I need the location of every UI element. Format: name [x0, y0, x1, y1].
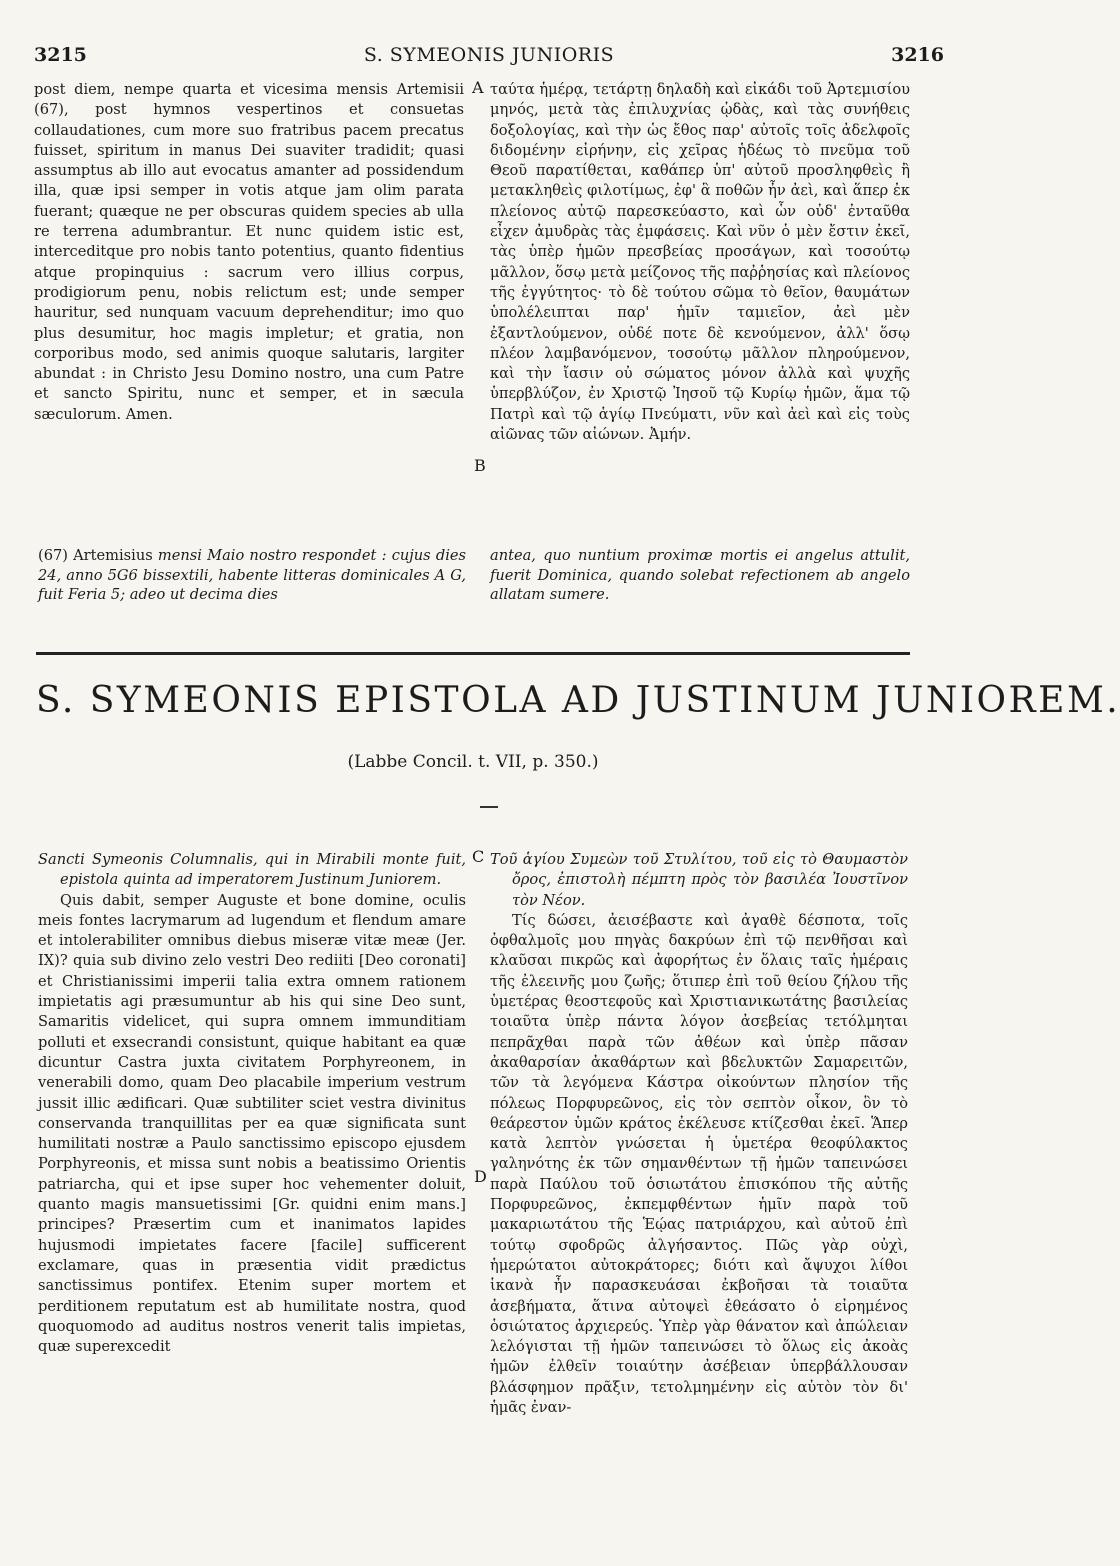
greek-column-top	[490, 80, 910, 445]
footnote-right	[490, 546, 910, 605]
footnote-left	[38, 546, 466, 605]
latin-column-bottom	[38, 850, 466, 1357]
margin-mark-c: C	[472, 847, 485, 866]
section-subtitle: (Labbe Concil. t. VII, p. 350.)	[347, 752, 599, 772]
greek-column-bottom	[490, 850, 908, 1418]
page-number-left: 3215	[34, 44, 87, 66]
footnote-right-text: antea, quo nuntium proximæ mortis ei angelus attulit, fuerit Dominica, quando solebat refectionem ab angelo allatam sumere.	[490, 547, 910, 603]
footnote-label: (67) Artemisius	[38, 547, 153, 564]
section-divider	[36, 652, 910, 655]
page-number-right: 3216	[891, 44, 944, 66]
greek-paragraph-top: ταύτα ἡμέρᾳ, τετάρτῃ δηλαδὴ καὶ εἰκάδι τοῦ Ἀρτεμισίου μηνός, μετὰ τὰς ἐπιλυχνίας ᾠδὰς, καὶ τὰς συνήθεις δοξολογίας, καὶ τὴν ὡς ἔθος παρ' αὐτοῖς τοῖς ἀδελφοῖς διδομένην εἰρήνην, εἰς χεῖρας ἡδέως τὸ πνεῦμα τοῦ Θεοῦ παρατίθεται, καθάπερ ὑπ' αὐτοῦ προσληφθεὶς ἢ μετακληθεὶς φιλοτίμως, ἐφ' ἃ ποθῶν ἦν ἀεὶ, καὶ ἅπερ ἐκ πλείονος αὐτῷ παρεσκεύαστο, καὶ ὧν οὐδ' ἐνταῦθα εἶχεν ἀμυδρὰς τὰς ἐμφάσεις. Καὶ νῦν ὁ μὲν ἔστιν ἐκεῖ, τὰς ὑπὲρ ἡμῶν πρεσβείας προσάγων, καὶ τοσούτῳ μᾶλλον, ὅσῳ μετὰ μείζονος τῆς παῤῥησίας καὶ πλείονος τῆς ἐγγύτητος· τὸ δὲ τούτου σῶμα τὸ θεῖον, θαυμάτων ὑπολέλειπται παρ' ἡμῖν ταμιεῖον, ἀεὶ μὲν ἐξαντλούμενον, οὐδέ ποτε δὲ κενούμενον, ἀλλ' ὅσῳ πλέον λαμβανόμενον, τοσούτῳ μᾶλλον πληρούμενον, καὶ τὴν ἴασιν οὐ σώματος μόνον ἀλλὰ καὶ ψυχῆς ὑπερβλύζον, ἐν Χριστῷ Ἰησοῦ τῷ Κυρίῳ ἡμῶν, ἅμα τῷ Πατρὶ καὶ τῷ ἁγίῳ Πνεύματι, νῦν καὶ ἀεὶ καὶ εἰς τοὺς αἰῶνας τῶν αἰώνων. Ἀμήν.	[490, 81, 910, 444]
margin-mark-d: D	[474, 1167, 487, 1186]
section-title: S. SYMEONIS EPISTOLA AD JUSTINUM JUNIOREM.	[36, 680, 1120, 721]
latin-letter-heading: Sancti Symeonis Columnalis, qui in Mirabili monte fuit, epistola quinta ad imperatorem Justinum Juniorem.	[38, 851, 466, 889]
latin-column-top	[34, 80, 464, 425]
footnote-left-text: mensi Maio nostro respondet : cujus dies 24, anno 5G6 bissextili, habente litteras dominicales A G, fuit Feria 5; adeo ut decima dies	[38, 547, 466, 603]
margin-mark-a: A	[472, 78, 484, 97]
running-title: S. SYMEONIS JUNIORIS	[363, 44, 615, 66]
latin-letter-text: Quis dabit, semper Auguste et bone domine, oculis meis fontes lacrymarum ad lugendum et flendum amare et intolerabiliter omnibus diebus miseræ vitæ meæ (Jer. IX)? quia sub divino zelo vestri Deo rediiti [Deo coronati] et Christianissimi imperii talia extra omnem rationem impietatis agi præsumuntur ab his qui sine Deo sunt, Samaritis videlicet, qui supra omnem immunditiam polluti et exsecrandi consistunt, quique habitant ea quæ dicuntur Castra juxta civitatem Porphyreonem, in venerabili domo, quam Deo placabile imperium vestrum jussit illic ædificari. Quæ subtiliter sciet vestra divinitus conservanda tranquillitas per ea quæ significata sunt humilitati nostræ a Paulo sanctissimo episcopo ejusdem Porphyreonis, et missa sunt nobis a beatissimo Orientis patriarcha, qui et ipse super hoc vehementer doluit, quanto magis mansuetissimi [Gr. quidni enim mans.] principes? Præsertim cum et inanimatos lapides hujusmodi impietates facere [facile] sufficerent exclamare, quas in præsentia vidit prædictus sanctissimus pontifex. Etenim super mortem et perditionem reputatum est ab humilitate nostra, quod quoquomodo ad auditus nostros venerit talis impietas, quæ superexcedit	[38, 891, 466, 1356]
greek-letter-text: Τίς δώσει, ἀεισέβαστε καὶ ἀγαθὲ δέσποτα, τοῖς ὀφθαλμοῖς μου πηγὰς δακρύων ἐπὶ τῷ πενθῆσαι καὶ κλαῦσαι πικρῶς καὶ ἀφορήτως ἐν ὅλαις ταῖς ἡμέραις τῆς ἐλεεινῆς μου ζωῆς; ὅτιπερ ἐπὶ τοῦ θείου ζήλου τῆς ὑμετέρας θεοστεφοῦς καὶ Χριστιανικωτάτης βασιλείας τοιαῦτα ὑπὲρ πάντα λόγον ἀσεβείας τετόλμηται πεπρᾶχθαι παρὰ τῶν ἀθέων καὶ ὑπὲρ πᾶσαν ἀκαθαρσίαν ἀκαθάρτων καὶ βδελυκτῶν Σαμαρειτῶν, τῶν τὰ λεγόμενα Κάστρα οἰκούντων πλησίον τῆς πόλεως Πορφυρεῶνος, εἰς τὸν σεπτὸν οἶκον, ὃν τὸ θεάρεστον ὑμῶν κράτος ἐκέλευσε κτίζεσθαι ἐκεῖ. Ἅπερ κατὰ λεπτὸν γνώσεται ἡ ὑμετέρα θεοφύλακτος γαληνότης ἐκ τῶν σημανθέντων τῇ ἡμῶν ταπεινώσει παρὰ Παύλου τοῦ ὁσιωτάτου ἐπισκόπου τῆς αὐτῆς Πορφυρεῶνος, ἐκπεμφθέντων ἡμῖν παρὰ τοῦ μακαριωτάτου τῆς Ἑῴας πατριάρχου, καὶ αὐτοῦ ἐπὶ τούτῳ σφοδρῶς ἀλγήσαντος. Πῶς γὰρ οὐχὶ, ἡμερώτατοι αὐτοκράτορες; διότι καὶ ἄψυχοι λίθοι ἱκανὰ ἦν παρασκευάσαι ἐκβοῆσαι τὰ τοιαῦτα ἀσεβήματα, ἅτινα αὐτοψεὶ ἐθεάσατο ὁ εἰρημένος ὁσιώτατος ἀρχιερεύς. Ὑπὲρ γὰρ θάνατον καὶ ἀπώλειαν λελόγισται τῇ ἡμῶν ταπεινώσει τὸ ὅλως εἰς ἀκοὰς ἡμῶν ἐλθεῖν τοιαύτην ἀσέβειαν ὑπερβάλλουσαν βλάσφημον πρᾶξιν, τετολμημένην εἰς αὐτὸν τὸν δι' ἡμᾶς ἐναν-	[490, 911, 908, 1417]
title-dash	[480, 806, 498, 808]
latin-paragraph-top: post diem, nempe quarta et vicesima mensis Artemisii (67), post hymnos vespertinos et consuetas collaudationes, cum more suo fratribus pacem precatus fuisset, spiritum in manus Dei suaviter tradidit; quasi assumptus ab illo aut evocatus amanter ad possidendum illa, quæ ipsi semper in votis atque jam olim parata fuerant; quæque ne per obscuras quidem species ab ulla re terrena adumbrantur. Et nunc quidem istic est, interceditque pro nobis tanto potentius, quanto fidentius atque propinquius : sacrum vero illius corpus, prodigiorum penu, nobis relictum est; unde semper hauritur, sed nunquam vacuum deprehenditur; imo quo plus desumitur, hoc magis impletur; et gratia, non corporibus modo, sed animis quoque salutaris, largiter abundat : in Christo Jesu Domino nostro, una cum Patre et sancto Spiritu, nunc et semper, et in sæcula sæculorum. Amen.	[34, 81, 464, 423]
greek-letter-heading: Τοῦ ἁγίου Συμεὼν τοῦ Στυλίτου, τοῦ εἰς τὸ Θαυμαστὸν ὄρος, ἐπιστολὴ πέμπτη πρὸς τὸν βασιλέα Ἰουστῖνον τὸν Νέον.	[490, 851, 908, 909]
margin-mark-b: B	[474, 456, 486, 475]
page-header	[34, 44, 944, 68]
